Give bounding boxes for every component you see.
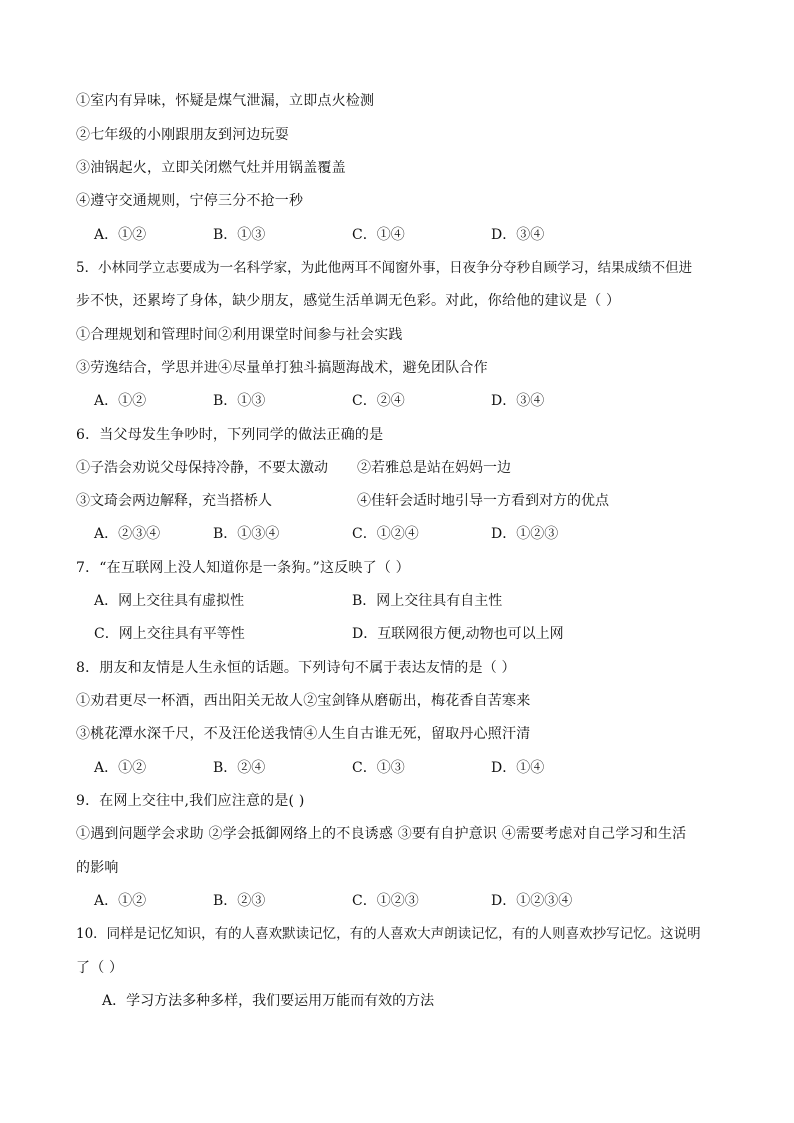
q9-option-c: C．①②③: [352, 893, 419, 909]
q9-items-line-2: 的影响: [76, 860, 119, 876]
q10-stem-line-1: 10．同样是记忆知识，有的人喜欢默读记忆，有的人喜欢大声朗读记忆，有的人则喜欢抄写记忆。这说明: [76, 926, 701, 942]
q4-option-b: B．①③: [213, 227, 266, 243]
q9-option-a: A．①②: [94, 893, 147, 909]
q9-items-line-1: ①遇到问题学会求助 ②学会抵御网络上的不良诱惑 ③要有自护意识 ④需要考虑对自己学习和生活: [76, 826, 687, 842]
q5-items-line-1: ①合理规划和管理时间②利用课堂时间参与社会实践: [76, 327, 403, 343]
q6-stem: 6．当父母发生争吵时，下列同学的做法正确的是: [76, 427, 384, 443]
q9-option-b: B．②③: [213, 893, 266, 909]
q6-item-1: ①子浩会劝说父母保持冷静，不要太激动: [76, 460, 328, 476]
q8-stem: 8．朋友和友情是人生永恒的话题。下列诗句不属于表达友情的是（ ）: [76, 660, 516, 676]
q5-option-c: C．②④: [352, 393, 405, 409]
q7-option-c: C．网上交往具有平等性: [94, 626, 245, 642]
q8-option-c: C．①③: [352, 760, 405, 776]
q9-stem: 9．在网上交往中,我们应注意的是( ): [76, 793, 305, 809]
q6-item-4: ④佳轩会适时地引导一方看到对方的优点: [357, 493, 609, 509]
q9-option-d: D．①②③④: [491, 893, 573, 909]
q10-stem-line-2: 了（ ）: [76, 960, 124, 976]
q6-option-b: B．①③④: [213, 526, 280, 542]
q5-stem-line-1: 5．小林同学立志要成为一名科学家，为此他两耳不闻窗外事，日夜争分夺秒自顾学习，结果成绩不但进: [76, 260, 693, 276]
q4-item-3: ③油锅起火，立即关闭燃气灶并用锅盖覆盖: [76, 160, 346, 176]
q8-option-a: A．①②: [94, 760, 147, 776]
q8-items-line-2: ③桃花潭水深千尺，不及汪伦送我情④人生自古谁无死，留取丹心照汗清: [76, 726, 531, 742]
q5-option-a: A．①②: [94, 393, 147, 409]
q8-option-d: D．①④: [491, 760, 545, 776]
q10-option-a: A．学习方法多种多样，我们要运用万能而有效的方法: [102, 993, 435, 1009]
q7-option-a: A．网上交往具有虚拟性: [94, 593, 245, 609]
q4-option-d: D．③④: [491, 227, 545, 243]
q4-item-1: ①室内有异味，怀疑是煤气泄漏，立即点火检测: [76, 93, 375, 109]
q5-stem-line-2: 步不快，还累垮了身体，缺少朋友，感觉生活单调无色彩。对此，你给他的建议是（ ）: [76, 293, 621, 309]
q7-stem: 7．“在互联网上没人知道你是一条狗。”这反映了（ ）: [76, 560, 410, 576]
q8-items-line-1: ①劝君更尽一杯酒，西出阳关无故人②宝剑锋从磨砺出，梅花香自苦寒来: [76, 693, 531, 709]
q4-item-2: ②七年级的小刚跟朋友到河边玩耍: [76, 127, 289, 143]
q5-option-b: B．①③: [213, 393, 266, 409]
q6-option-d: D．①②③: [491, 526, 559, 542]
q8-option-b: B．②④: [213, 760, 266, 776]
q5-option-d: D．③④: [491, 393, 545, 409]
q4-item-4: ④遵守交通规则，宁停三分不抢一秒: [76, 193, 304, 209]
q7-option-b: B．网上交往具有自主性: [352, 593, 503, 609]
q6-option-c: C．①②④: [352, 526, 419, 542]
q5-items-line-2: ③劳逸结合，学思并进④尽量单打独斗搞题海战术，避免团队合作: [76, 360, 488, 376]
q6-option-a: A．②③④: [94, 526, 161, 542]
q6-item-3: ③文琦会两边解释，充当搭桥人: [76, 493, 272, 509]
q6-item-2: ②若雅总是站在妈妈一边: [357, 460, 511, 476]
q4-option-c: C．①④: [352, 227, 405, 243]
q7-option-d: D．互联网很方便,动物也可以上网: [352, 626, 564, 642]
q4-option-a: A．①②: [94, 227, 147, 243]
